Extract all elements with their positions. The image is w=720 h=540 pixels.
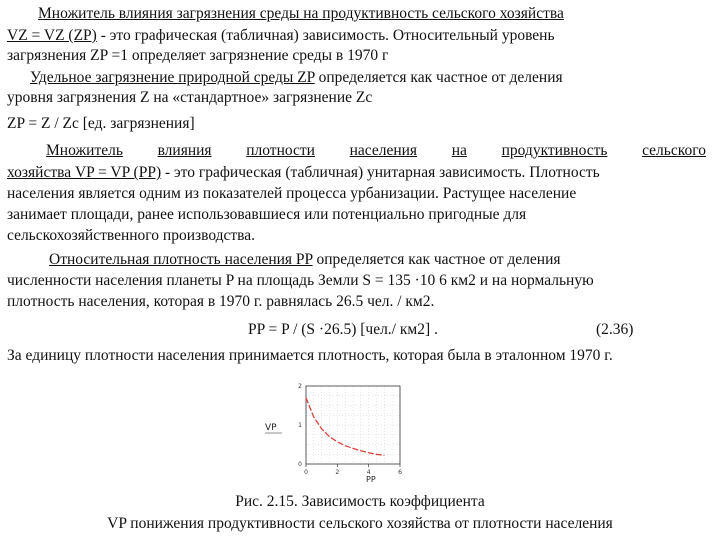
x-tick-label: 0: [304, 469, 308, 476]
heading-word: продуктивность: [501, 142, 608, 159]
paragraph-line: [30, 68, 563, 88]
function-vp: хозяйства VP = VP (PP): [7, 164, 162, 181]
y-tick-label: 1: [298, 422, 302, 429]
paragraph-line: занимает площади, ранее использовавшиеся или потенциально пригодные для: [7, 206, 527, 223]
function-vz: VZ = VZ (ZP): [7, 27, 97, 44]
figure-caption-line-1: Рис. 2.15. Зависимость коэффициента: [235, 493, 485, 510]
y-tick-label: 0: [298, 461, 302, 468]
x-tick-label: 2: [335, 469, 340, 476]
y-tick-label: 2: [298, 383, 302, 390]
text-span: определяется как частное от деления: [314, 69, 563, 86]
heading-word: Множитель: [46, 142, 123, 159]
paragraph-line: [49, 250, 561, 270]
heading-word: населения: [349, 142, 418, 159]
x-axis-label: PP: [366, 475, 376, 482]
formula-pp: PP = P / (S ·26.5) [чел./ км2] .: [248, 321, 438, 338]
paragraph-line: [7, 163, 600, 183]
paragraph-line: За единицу плотности населения принимается плотность, которая была в эталонном 1970 г.: [7, 347, 613, 364]
chart-axes: [265, 386, 400, 464]
relative-density-term: Относительная плотность населения PP: [49, 251, 313, 268]
heading-word: влияния: [157, 142, 212, 159]
x-tick-label: 6: [398, 469, 402, 476]
x-tick-label: 4: [366, 469, 371, 476]
text-span: - это графическая (табличная) унитарная зависимость. Плотность: [161, 164, 600, 181]
text-span: - это графическая (табличная) зависимость. Относительный уровень: [96, 27, 555, 44]
text-span: определяется как частное от деления: [312, 251, 561, 268]
heading-density-multiplier: [46, 141, 706, 161]
paragraph-line: загрязнения ZP =1 определяет загрязнение среды в 1970 г: [7, 47, 389, 64]
paragraph-line: плотность населения, которая в 1970 г. равнялась 26.5 чел. / км2.: [7, 293, 435, 310]
equation-number: (2.36): [596, 321, 634, 338]
paragraph-line: населения является одним из показателей процесса урбанизации. Растущее население: [7, 185, 577, 202]
density-chart: [262, 382, 422, 482]
paragraph-line: уровня загрязнения Z на «стандартное» загрязнение Zc: [7, 89, 373, 106]
heading-word: сельского: [642, 142, 706, 159]
formula-zp: ZP = Z / Zc [ед. загрязнения]: [7, 115, 195, 132]
paragraph-line: [7, 26, 555, 46]
y-axis-label: VP: [265, 423, 277, 433]
figure-caption-line-2: VP понижения продуктивности сельского хозяйства от плотности населения: [107, 515, 613, 532]
heading-word: на: [451, 142, 467, 159]
chart-grid: [306, 386, 400, 464]
heading-pollution-multiplier: Множитель влияния загрязнения среды на продуктивность сельского хозяйства: [38, 5, 564, 22]
paragraph-line: численности населения планеты P на площадь Земли S = 135 ·10 6 км2 и на нормальную: [7, 272, 594, 289]
heading-word: плотности: [246, 142, 315, 159]
paragraph-line: сельскохозяйственного производства.: [7, 227, 256, 244]
specific-pollution-term: Удельное загрязнение природной среды ZP: [30, 69, 315, 86]
